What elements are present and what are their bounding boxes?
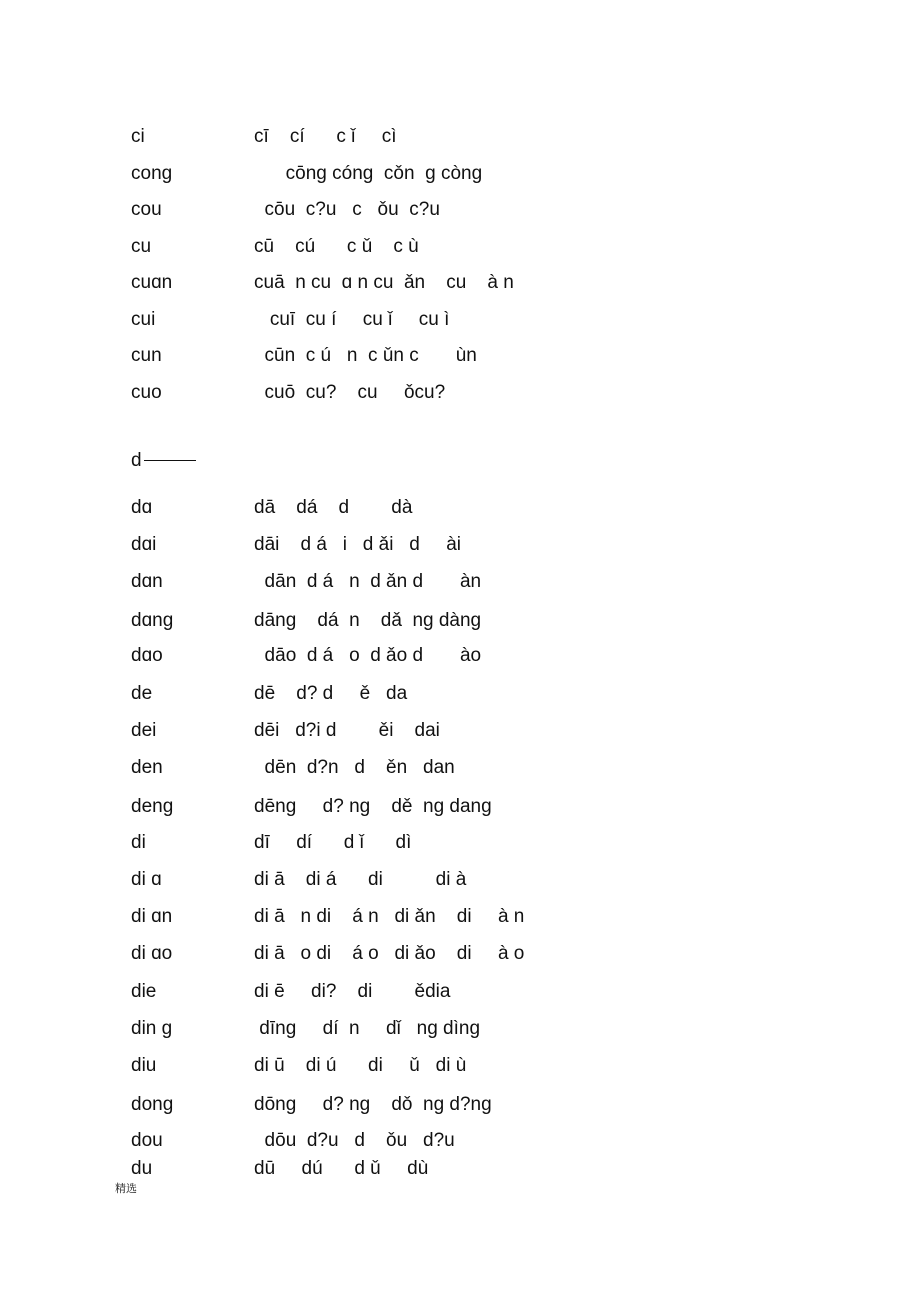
tone-variants: dū dú d ǔ dù: [254, 1158, 429, 1179]
tone-variants: dēn d?n d ěn dan: [254, 757, 455, 778]
pinyin-row: [0, 270, 920, 296]
syllable-label: dou: [131, 1130, 163, 1151]
pinyin-row: [0, 681, 920, 707]
syllable-label: cuo: [131, 382, 162, 403]
pinyin-row: [0, 343, 920, 369]
pinyin-row: [0, 867, 920, 893]
syllable-label: dong: [131, 1094, 174, 1115]
pinyin-row: [0, 718, 920, 744]
pinyin-row: [0, 1156, 920, 1182]
pinyin-row: [0, 830, 920, 856]
section-d-heading: [131, 448, 196, 474]
pinyin-row: [0, 495, 920, 521]
pinyin-row: [0, 643, 920, 669]
syllable-label: dɑn: [131, 571, 163, 592]
tone-variants: di ā n di á n di ǎn di à n: [254, 906, 525, 927]
tone-variants: dī dí d ǐ dì: [254, 832, 412, 853]
syllable-label: cou: [131, 199, 162, 220]
syllable-label: di ɑ: [131, 869, 162, 890]
syllable-label: cui: [131, 309, 156, 330]
tone-variants: dīng dí n dǐ ng dìng: [254, 1018, 481, 1039]
tone-variants: cī cí c ǐ cì: [254, 126, 397, 147]
pinyin-row: [0, 1128, 920, 1154]
tone-variants: cuō cu? cu ǒcu?: [254, 382, 446, 403]
syllable-label: dei: [131, 720, 157, 741]
pinyin-row: [0, 380, 920, 406]
syllable-label: dɑo: [131, 645, 163, 666]
pinyin-row: [0, 1092, 920, 1118]
pinyin-row: [0, 904, 920, 930]
syllable-label: di: [131, 832, 146, 853]
pinyin-row: [0, 941, 920, 967]
syllable-label: cun: [131, 345, 162, 366]
tone-variants: cuā n cu ɑ n cu ǎn cu à n: [254, 272, 514, 293]
syllable-label: de: [131, 683, 153, 704]
syllable-label: diu: [131, 1055, 157, 1076]
tone-variants: cōu c?u c ǒu c?u: [254, 199, 440, 220]
syllable-label: di ɑo: [131, 943, 173, 964]
pinyin-row: [0, 1053, 920, 1079]
syllable-label: cuɑn: [131, 272, 173, 293]
tone-variants: dōu d?u d ǒu d?u: [254, 1130, 455, 1151]
syllable-label: dɑng: [131, 610, 174, 631]
syllable-label: cu: [131, 236, 152, 257]
tone-variants: dōng d? ng dǒ ng d?ng: [254, 1094, 492, 1115]
syllable-label: den: [131, 757, 163, 778]
heading-letter: d: [131, 450, 142, 471]
pinyin-row: [0, 197, 920, 223]
pinyin-row: [0, 755, 920, 781]
heading-rule: [144, 460, 196, 461]
tone-variants: di ā di á di di à: [254, 869, 467, 890]
pinyin-row: [0, 234, 920, 260]
syllable-label: dɑ: [131, 497, 153, 518]
tone-variants: dāo d á o d ǎo d ào: [254, 645, 482, 666]
syllable-label: din g: [131, 1018, 173, 1039]
syllable-label: di ɑn: [131, 906, 173, 927]
tone-variants: di ē di? di ědia: [254, 981, 451, 1002]
tone-variants: dāng dá n dǎ ng dàng: [254, 610, 482, 631]
tone-variants: dēi d?i d ěi dai: [254, 720, 440, 741]
syllable-label: cong: [131, 163, 173, 184]
pinyin-row: [0, 979, 920, 1005]
syllable-label: ci: [131, 126, 145, 147]
syllable-label: dɑi: [131, 534, 157, 555]
tone-variants: cūn c ú n c ǔn c ùn: [254, 345, 477, 366]
tone-variants: cōng cóng cǒn g còng: [254, 163, 483, 184]
syllable-label: die: [131, 981, 157, 1002]
tone-variants: cuī cu í cu ǐ cu ì: [254, 309, 450, 330]
tone-variants: dā dá d dà: [254, 497, 413, 518]
pinyin-row: [0, 608, 920, 634]
syllable-label: du: [131, 1158, 153, 1179]
pinyin-row: [0, 307, 920, 333]
pinyin-row: [0, 794, 920, 820]
pinyin-row: [0, 124, 920, 150]
footer-label: 精选: [115, 1182, 137, 1195]
tone-variants: dāi d á i d ǎi d ài: [254, 534, 461, 555]
tone-variants: cū cú c ǔ c ù: [254, 236, 419, 257]
syllable-label: deng: [131, 796, 174, 817]
pinyin-row: [0, 569, 920, 595]
tone-variants: dē d? d ě da: [254, 683, 408, 704]
tone-variants: dēng d? ng dě ng dang: [254, 796, 492, 817]
tone-variants: di ū di ú di ǔ di ù: [254, 1055, 467, 1076]
pinyin-row: [0, 1016, 920, 1042]
tone-variants: dān d á n d ǎn d àn: [254, 571, 482, 592]
pinyin-row: [0, 532, 920, 558]
pinyin-row: [0, 161, 920, 187]
tone-variants: di ā o di á o di ǎo di à o: [254, 943, 525, 964]
